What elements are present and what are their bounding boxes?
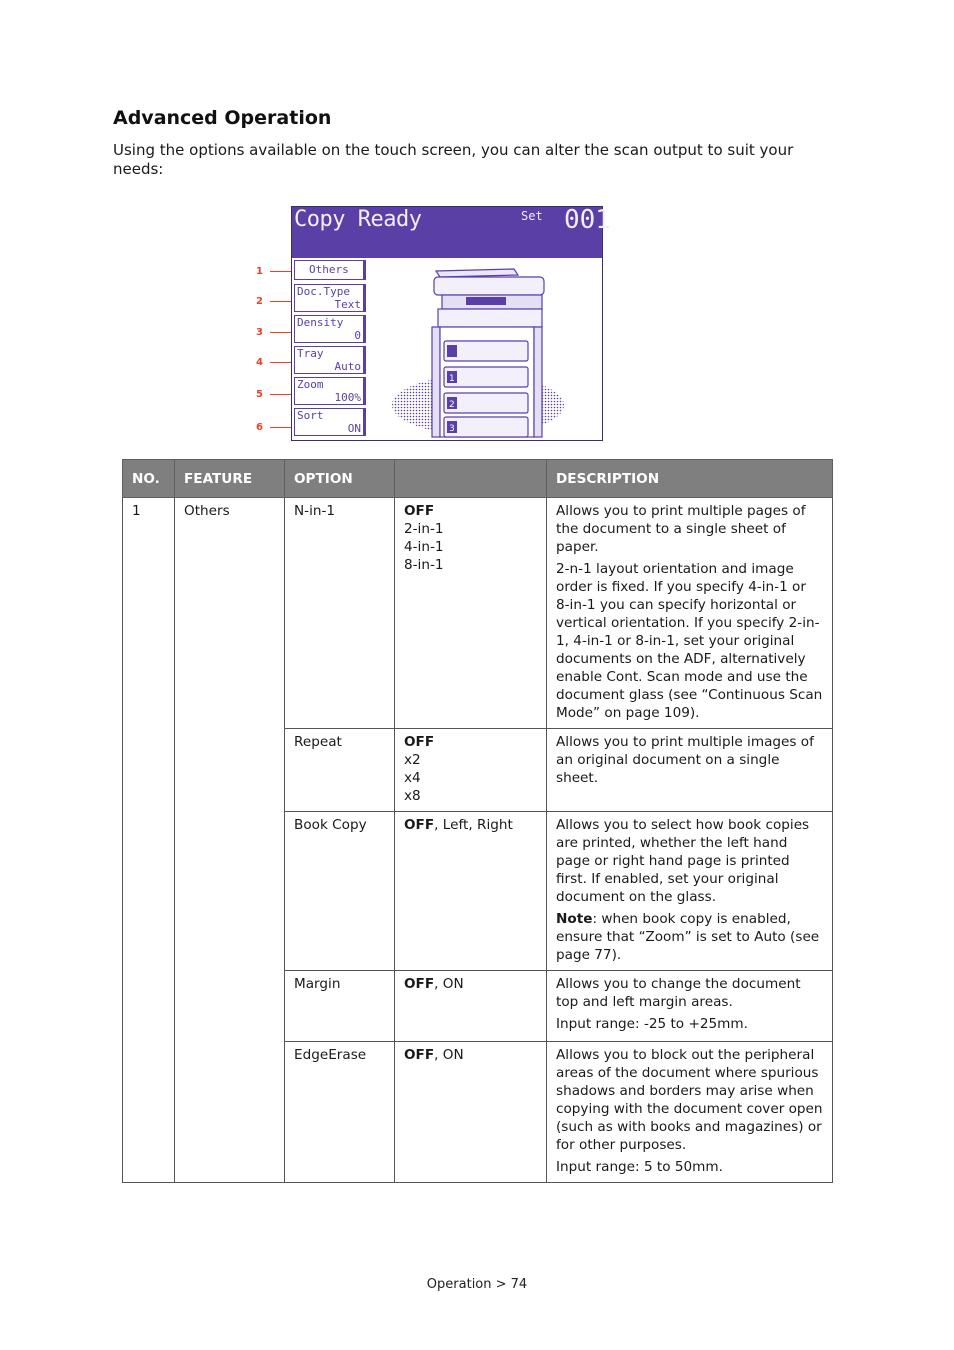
default-value: OFF	[404, 976, 435, 992]
header-no: NO.	[123, 460, 175, 498]
default-value: OFF	[404, 503, 435, 519]
option-value: x2	[404, 752, 421, 768]
description-text: Input range: 5 to 50mm.	[556, 1159, 723, 1175]
default-value: OFF	[404, 734, 435, 750]
sort-value: ON	[347, 422, 361, 435]
default-value: OFF	[404, 817, 435, 833]
option-value: 8-in-1	[404, 557, 444, 573]
cell-description	[547, 971, 833, 1042]
callout-1: 1	[256, 266, 263, 277]
doc-type-label: Doc.Type	[297, 285, 350, 298]
zoom-label: Zoom	[297, 378, 324, 391]
copier-illustration	[388, 265, 568, 437]
cell-values	[395, 498, 547, 729]
tray-value: Auto	[334, 360, 361, 373]
cell-option: N-in-1	[285, 498, 395, 729]
others-label: Others	[309, 263, 349, 276]
description-text: 2-n-1 layout orientation and image order is fixed. If you specify 4-in-1 or 8-in-1 you can specify horizontal or vertical orientation. If you specify 2-in-1, 4-in-1 or 8-in-1, set your original documents on the ADF, alternatively enable Cont. Scan mode and use the document glass (see “Continuous Scan Mode” on page 109).	[556, 561, 823, 721]
description-text: Allows you to print multiple images of an original document on a single sheet.	[556, 734, 814, 786]
cell-description	[547, 498, 833, 729]
description-text: Allows you to change the document top and left margin areas.	[556, 976, 801, 1010]
option-value: 4-in-1	[404, 539, 444, 555]
cell-values	[395, 812, 547, 971]
option-values: , Left, Right	[434, 817, 513, 833]
tray-label: Tray	[297, 347, 324, 360]
density-label: Density	[297, 316, 344, 329]
page-footer: Operation > 74	[426, 1277, 528, 1292]
cell-no: 1	[123, 498, 175, 1183]
tray-button[interactable]	[294, 346, 366, 374]
intro-paragraph: Using the options available on the touch screen, you can alter the scan output to suit your needs:	[113, 141, 794, 178]
zoom-button[interactable]	[294, 377, 366, 405]
option-values: , ON	[434, 1047, 464, 1063]
screen-header	[292, 205, 611, 258]
doc-type-value: Text	[334, 298, 361, 311]
sort-button[interactable]	[294, 408, 366, 436]
zoom-value: 100%	[334, 391, 361, 404]
options-table	[122, 459, 833, 1183]
cell-feature: Others	[175, 498, 285, 1183]
description-text: Allows you to block out the peripheral areas of the document where spurious shadows and borders may arise when copying with the document cover open (such as with books and magazines) or for other purposes.	[556, 1047, 823, 1153]
doc-type-button[interactable]	[294, 284, 366, 312]
touch-screen	[291, 205, 611, 441]
option-value: x4	[404, 770, 421, 786]
callout-6: 6	[256, 422, 263, 433]
callout-2: 2	[256, 296, 263, 307]
tray-3-label: 3	[449, 424, 455, 434]
copy-count: 001	[564, 205, 611, 235]
cell-values	[395, 971, 547, 1042]
tray-2-label: 2	[449, 400, 455, 410]
header-feature: FEATURE	[175, 460, 285, 498]
cell-values	[395, 729, 547, 812]
cell-description	[547, 729, 833, 812]
section-heading: Advanced Operation	[113, 107, 332, 129]
default-value: OFF	[404, 1047, 435, 1063]
cell-description	[547, 1042, 833, 1183]
cell-option: Book Copy	[285, 812, 395, 971]
cell-values	[395, 1042, 547, 1183]
set-label: Set	[521, 209, 543, 223]
description-text: Input range: -25 to +25mm.	[556, 1016, 748, 1032]
callout-3: 3	[256, 327, 263, 338]
option-value: 2-in-1	[404, 521, 444, 537]
header-values	[395, 460, 547, 498]
callout-5: 5	[256, 389, 263, 400]
others-button[interactable]	[294, 260, 366, 280]
table-header-row	[123, 460, 833, 498]
cell-description	[547, 812, 833, 971]
note-text	[556, 910, 823, 964]
sort-label: Sort	[297, 409, 324, 422]
cell-option: EdgeErase	[285, 1042, 395, 1183]
density-value: 0	[354, 329, 361, 342]
header-option: OPTION	[285, 460, 395, 498]
note-body: : when book copy is enabled, ensure that “Zoom” is set to Auto (see page 77).	[556, 911, 820, 963]
header-description: DESCRIPTION	[547, 460, 833, 498]
callout-4: 4	[256, 357, 263, 368]
cell-option: Repeat	[285, 729, 395, 812]
note-label: Note	[556, 911, 593, 927]
option-values: , ON	[434, 976, 464, 992]
tray-1-label: 1	[449, 374, 455, 384]
description-text: Allows you to print multiple pages of the document to a single sheet of paper.	[556, 503, 806, 555]
description-text: Allows you to select how book copies are printed, whether the left hand page or right hand page is printed first. If enabled, set your original document on the glass.	[556, 817, 810, 905]
density-button[interactable]	[294, 315, 366, 343]
screen-title: Copy Ready	[294, 207, 422, 232]
option-value: x8	[404, 788, 421, 804]
table-row	[123, 498, 833, 729]
cell-option: Margin	[285, 971, 395, 1042]
